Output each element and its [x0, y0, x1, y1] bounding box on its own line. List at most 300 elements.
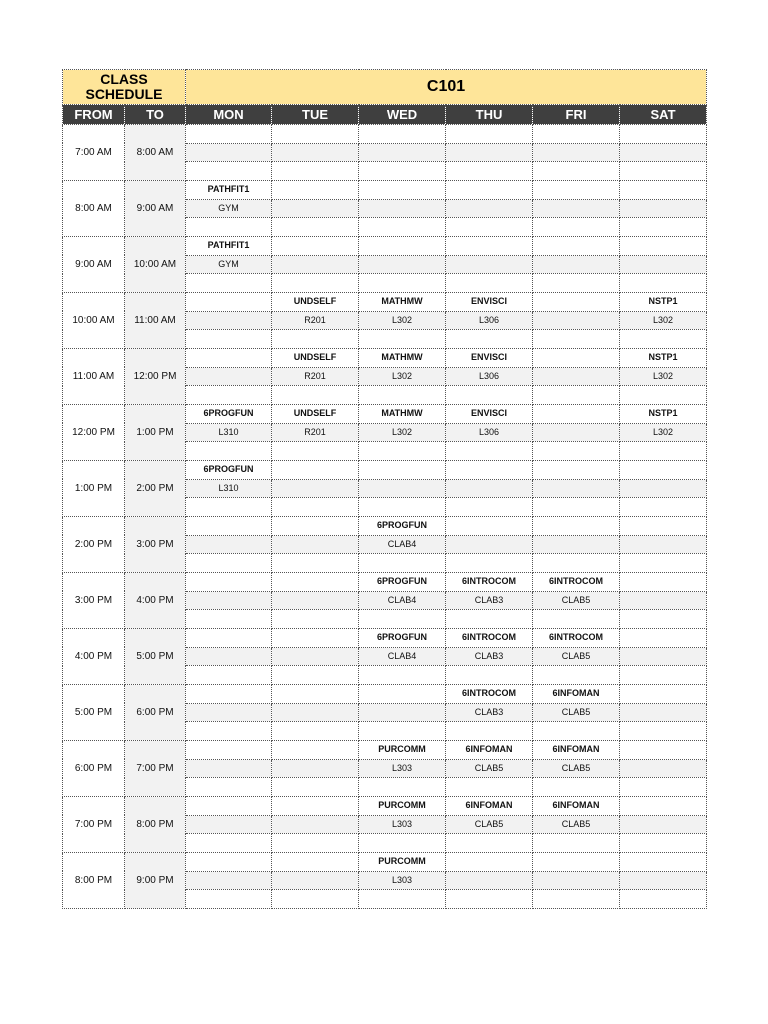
course-code	[186, 797, 272, 816]
room-code	[359, 479, 446, 498]
blank-cell	[272, 666, 359, 685]
table-row	[63, 685, 707, 704]
room-code	[272, 255, 359, 274]
blank-cell	[186, 442, 272, 461]
room-code: L306	[446, 311, 533, 330]
blank-cell	[446, 498, 533, 517]
course-code	[533, 237, 620, 256]
course-code: PATHFIT1	[186, 181, 272, 200]
course-code	[272, 517, 359, 536]
blank-cell	[446, 610, 533, 629]
time-from: 8:00 AM	[63, 181, 125, 237]
time-to: 8:00 AM	[125, 125, 186, 181]
course-code: UNDSELF	[272, 293, 359, 312]
time-from: 2:00 PM	[63, 517, 125, 573]
blank-cell	[446, 778, 533, 797]
course-code	[620, 797, 707, 816]
blank-cell	[272, 834, 359, 853]
course-code	[186, 349, 272, 368]
time-to: 9:00 AM	[125, 181, 186, 237]
blank-cell	[272, 610, 359, 629]
blank-cell	[359, 274, 446, 293]
room-code: R201	[272, 367, 359, 386]
course-code	[186, 685, 272, 704]
room-code	[186, 815, 272, 834]
column-header-from: FROM	[63, 105, 125, 125]
room-code	[272, 871, 359, 890]
course-code	[272, 797, 359, 816]
course-code: 6INTROCOM	[446, 685, 533, 704]
room-code: CLAB5	[533, 647, 620, 666]
room-code	[533, 367, 620, 386]
blank-cell	[533, 610, 620, 629]
course-code: 6INTROCOM	[446, 573, 533, 592]
table-row	[63, 573, 707, 592]
blank-cell	[272, 498, 359, 517]
room-code	[620, 815, 707, 834]
course-code	[446, 517, 533, 536]
room-code	[620, 703, 707, 722]
room-code	[186, 647, 272, 666]
course-code: PURCOMM	[359, 853, 446, 872]
course-code	[272, 461, 359, 480]
blank-cell	[446, 330, 533, 349]
room-code	[620, 591, 707, 610]
course-code: NSTP1	[620, 349, 707, 368]
blank-cell	[186, 610, 272, 629]
time-to: 12:00 PM	[125, 349, 186, 405]
room-code	[272, 479, 359, 498]
room-code	[533, 255, 620, 274]
room-code: L306	[446, 367, 533, 386]
blank-cell	[533, 442, 620, 461]
room-code	[446, 199, 533, 218]
course-code: MATHMW	[359, 293, 446, 312]
time-to: 3:00 PM	[125, 517, 186, 573]
course-code	[186, 125, 272, 144]
room-code	[446, 143, 533, 162]
time-to: 7:00 PM	[125, 741, 186, 797]
course-code	[620, 853, 707, 872]
room-code: CLAB3	[446, 591, 533, 610]
table-row	[63, 797, 707, 816]
course-code: ENVISCI	[446, 293, 533, 312]
blank-cell	[620, 386, 707, 405]
course-code: NSTP1	[620, 293, 707, 312]
course-code	[620, 573, 707, 592]
blank-cell	[359, 666, 446, 685]
blank-cell	[446, 834, 533, 853]
room-code: GYM	[186, 199, 272, 218]
course-code	[533, 293, 620, 312]
table-row	[63, 741, 707, 760]
room-code	[533, 871, 620, 890]
blank-cell	[533, 778, 620, 797]
time-to: 9:00 PM	[125, 853, 186, 909]
time-from: 11:00 AM	[63, 349, 125, 405]
column-header-tue: TUE	[272, 105, 359, 125]
time-from: 5:00 PM	[63, 685, 125, 741]
blank-cell	[446, 274, 533, 293]
room-code	[533, 479, 620, 498]
blank-cell	[446, 722, 533, 741]
course-code	[446, 181, 533, 200]
course-code: 6INFOMAN	[446, 741, 533, 760]
blank-cell	[186, 218, 272, 237]
room-code	[446, 479, 533, 498]
blank-cell	[272, 218, 359, 237]
course-code	[272, 685, 359, 704]
column-header-thu: THU	[446, 105, 533, 125]
blank-cell	[620, 778, 707, 797]
blank-cell	[620, 274, 707, 293]
course-code: ENVISCI	[446, 349, 533, 368]
course-code	[620, 517, 707, 536]
blank-cell	[359, 554, 446, 573]
time-from: 9:00 AM	[63, 237, 125, 293]
schedule-sheet	[62, 69, 706, 909]
blank-cell	[533, 666, 620, 685]
blank-cell	[446, 554, 533, 573]
course-code	[359, 461, 446, 480]
course-code: 6INFOMAN	[533, 741, 620, 760]
time-from: 4:00 PM	[63, 629, 125, 685]
time-from: 8:00 PM	[63, 853, 125, 909]
room-code: CLAB5	[533, 815, 620, 834]
course-code: NSTP1	[620, 405, 707, 424]
blank-cell	[272, 386, 359, 405]
blank-cell	[359, 442, 446, 461]
table-row	[63, 629, 707, 648]
course-code	[533, 181, 620, 200]
schedule-table	[62, 69, 707, 909]
column-header-wed: WED	[359, 105, 446, 125]
blank-cell	[186, 666, 272, 685]
blank-cell	[620, 722, 707, 741]
room-code	[533, 199, 620, 218]
blank-cell	[272, 330, 359, 349]
blank-cell	[359, 162, 446, 181]
course-code: PURCOMM	[359, 797, 446, 816]
course-code: 6PROGFUN	[359, 573, 446, 592]
schedule-title	[63, 70, 186, 105]
course-code	[620, 125, 707, 144]
course-code	[359, 125, 446, 144]
room-code	[272, 199, 359, 218]
blank-cell	[446, 162, 533, 181]
course-code	[186, 853, 272, 872]
column-header-sat: SAT	[620, 105, 707, 125]
blank-cell	[272, 162, 359, 181]
blank-cell	[533, 162, 620, 181]
course-code: 6PROGFUN	[186, 461, 272, 480]
course-code: 6INTROCOM	[533, 573, 620, 592]
blank-cell	[272, 778, 359, 797]
blank-cell	[186, 386, 272, 405]
room-code: CLAB4	[359, 535, 446, 554]
room-code	[359, 199, 446, 218]
room-code	[533, 143, 620, 162]
room-code	[620, 143, 707, 162]
room-code: CLAB5	[446, 759, 533, 778]
room-code: L302	[359, 311, 446, 330]
room-code: L302	[359, 423, 446, 442]
course-code	[620, 461, 707, 480]
room-code	[620, 871, 707, 890]
blank-cell	[533, 386, 620, 405]
course-code	[359, 685, 446, 704]
blank-cell	[186, 162, 272, 181]
blank-cell	[446, 666, 533, 685]
course-code	[620, 181, 707, 200]
room-code	[533, 535, 620, 554]
blank-cell	[620, 890, 707, 909]
blank-cell	[533, 274, 620, 293]
course-code	[359, 237, 446, 256]
table-row	[63, 181, 707, 200]
blank-cell	[359, 890, 446, 909]
time-from: 7:00 PM	[63, 797, 125, 853]
course-code: MATHMW	[359, 405, 446, 424]
table-row	[63, 237, 707, 256]
course-code	[620, 685, 707, 704]
course-code	[186, 573, 272, 592]
time-to: 2:00 PM	[125, 461, 186, 517]
course-code	[186, 629, 272, 648]
time-from: 12:00 PM	[63, 405, 125, 461]
column-header-to: TO	[125, 105, 186, 125]
blank-cell	[359, 610, 446, 629]
room-code: CLAB5	[533, 759, 620, 778]
course-code	[620, 629, 707, 648]
room-code	[359, 143, 446, 162]
table-row	[63, 405, 707, 424]
room-code: R201	[272, 423, 359, 442]
room-code: CLAB3	[446, 703, 533, 722]
room-code	[359, 703, 446, 722]
blank-cell	[620, 554, 707, 573]
course-code	[446, 237, 533, 256]
time-from: 10:00 AM	[63, 293, 125, 349]
course-code	[272, 125, 359, 144]
room-code	[446, 255, 533, 274]
room-code	[272, 591, 359, 610]
blank-cell	[620, 162, 707, 181]
room-code: L302	[620, 311, 707, 330]
blank-cell	[359, 722, 446, 741]
room-code: CLAB4	[359, 647, 446, 666]
blank-cell	[359, 386, 446, 405]
room-code	[446, 871, 533, 890]
room-code	[186, 759, 272, 778]
room-code	[186, 591, 272, 610]
course-code	[446, 853, 533, 872]
blank-cell	[620, 666, 707, 685]
course-code	[446, 125, 533, 144]
column-header-mon: MON	[186, 105, 272, 125]
course-code	[186, 517, 272, 536]
blank-cell	[446, 442, 533, 461]
course-code	[533, 853, 620, 872]
blank-cell	[272, 442, 359, 461]
room-code	[533, 423, 620, 442]
room-code	[186, 367, 272, 386]
blank-cell	[533, 218, 620, 237]
course-code: ENVISCI	[446, 405, 533, 424]
time-to: 5:00 PM	[125, 629, 186, 685]
room-code: CLAB3	[446, 647, 533, 666]
course-code	[186, 293, 272, 312]
course-code: MATHMW	[359, 349, 446, 368]
course-code: UNDSELF	[272, 349, 359, 368]
blank-cell	[446, 890, 533, 909]
time-to: 6:00 PM	[125, 685, 186, 741]
blank-cell	[272, 890, 359, 909]
blank-cell	[620, 834, 707, 853]
course-code: 6PROGFUN	[359, 629, 446, 648]
course-code: PURCOMM	[359, 741, 446, 760]
room-code	[272, 703, 359, 722]
table-row	[63, 349, 707, 368]
schedule-title-text: CLASS SCHEDULE	[85, 71, 163, 102]
course-code: UNDSELF	[272, 405, 359, 424]
blank-cell	[186, 834, 272, 853]
course-code	[272, 573, 359, 592]
course-code	[533, 405, 620, 424]
room-code: L302	[620, 423, 707, 442]
column-header-fri: FRI	[533, 105, 620, 125]
room-code	[186, 535, 272, 554]
blank-cell	[533, 498, 620, 517]
room-code: L302	[620, 367, 707, 386]
course-code: 6PROGFUN	[186, 405, 272, 424]
course-code	[533, 349, 620, 368]
course-code: 6INTROCOM	[446, 629, 533, 648]
room-code	[620, 255, 707, 274]
blank-cell	[359, 834, 446, 853]
course-code	[533, 517, 620, 536]
room-code: GYM	[186, 255, 272, 274]
course-code: 6INFOMAN	[533, 797, 620, 816]
room-code: CLAB4	[359, 591, 446, 610]
blank-cell	[620, 498, 707, 517]
room-code	[272, 535, 359, 554]
table-row	[63, 461, 707, 480]
time-from: 1:00 PM	[63, 461, 125, 517]
blank-cell	[620, 330, 707, 349]
room-title: C101	[186, 70, 707, 105]
table-row	[63, 853, 707, 872]
room-code	[186, 143, 272, 162]
time-from: 3:00 PM	[63, 573, 125, 629]
blank-cell	[533, 834, 620, 853]
blank-cell	[620, 610, 707, 629]
blank-cell	[186, 330, 272, 349]
blank-cell	[359, 218, 446, 237]
room-code: L303	[359, 759, 446, 778]
blank-cell	[620, 218, 707, 237]
blank-cell	[272, 554, 359, 573]
course-code	[533, 125, 620, 144]
blank-cell	[186, 890, 272, 909]
course-code: 6INFOMAN	[533, 685, 620, 704]
room-code: L303	[359, 815, 446, 834]
blank-cell	[186, 274, 272, 293]
room-code	[533, 311, 620, 330]
room-code: L310	[186, 423, 272, 442]
room-code: R201	[272, 311, 359, 330]
course-code: PATHFIT1	[186, 237, 272, 256]
room-code	[272, 759, 359, 778]
blank-cell	[359, 498, 446, 517]
blank-cell	[272, 274, 359, 293]
blank-cell	[186, 778, 272, 797]
time-to: 10:00 AM	[125, 237, 186, 293]
room-code	[620, 535, 707, 554]
table-row	[63, 125, 707, 144]
course-code	[272, 853, 359, 872]
course-code	[446, 461, 533, 480]
blank-cell	[533, 554, 620, 573]
room-code	[186, 703, 272, 722]
room-code: CLAB5	[533, 703, 620, 722]
course-code	[272, 629, 359, 648]
room-code	[272, 143, 359, 162]
room-code: L306	[446, 423, 533, 442]
time-to: 1:00 PM	[125, 405, 186, 461]
blank-cell	[272, 722, 359, 741]
course-code	[620, 741, 707, 760]
course-code	[359, 181, 446, 200]
blank-cell	[533, 722, 620, 741]
blank-cell	[620, 442, 707, 461]
blank-cell	[533, 890, 620, 909]
room-code: L310	[186, 479, 272, 498]
room-code	[620, 759, 707, 778]
time-from: 7:00 AM	[63, 125, 125, 181]
room-code: L303	[359, 871, 446, 890]
blank-cell	[446, 386, 533, 405]
course-code: 6INTROCOM	[533, 629, 620, 648]
time-to: 4:00 PM	[125, 573, 186, 629]
time-to: 11:00 AM	[125, 293, 186, 349]
room-code	[446, 535, 533, 554]
room-code	[620, 199, 707, 218]
room-code	[186, 311, 272, 330]
blank-cell	[186, 498, 272, 517]
course-code	[533, 461, 620, 480]
room-code: L302	[359, 367, 446, 386]
room-code	[620, 647, 707, 666]
room-code	[359, 255, 446, 274]
blank-cell	[359, 778, 446, 797]
room-code: CLAB5	[533, 591, 620, 610]
blank-cell	[533, 330, 620, 349]
room-code	[272, 647, 359, 666]
blank-cell	[186, 554, 272, 573]
blank-cell	[446, 218, 533, 237]
blank-cell	[359, 330, 446, 349]
course-code	[272, 237, 359, 256]
room-code: CLAB5	[446, 815, 533, 834]
room-code	[620, 479, 707, 498]
room-code	[272, 815, 359, 834]
course-code	[272, 181, 359, 200]
time-from: 6:00 PM	[63, 741, 125, 797]
course-code	[272, 741, 359, 760]
course-code: 6PROGFUN	[359, 517, 446, 536]
table-row	[63, 293, 707, 312]
